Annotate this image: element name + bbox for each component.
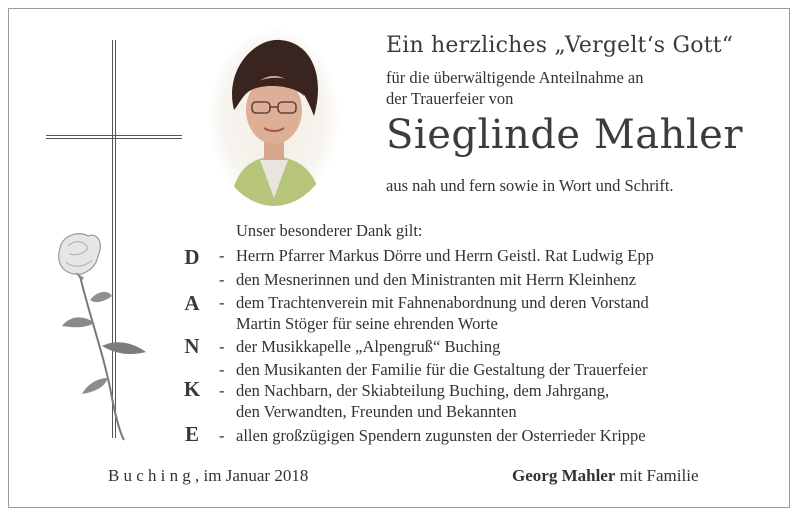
list-item-continuation: Martin Stöger für seine ehrenden Worte (236, 314, 498, 333)
danke-letter-n: N (184, 334, 200, 358)
thanks-title: Unser besonderer Dank gilt: (236, 221, 423, 240)
signer-suffix: mit Familie (615, 466, 699, 485)
danke-letter-d: D (184, 245, 200, 269)
list-item: den Nachbarn, der Skiabteilung Buching, dem Jahrgang, (236, 381, 610, 400)
list-item: allen großzügigen Spendern zugunsten der Osterrieder Krippe (236, 426, 646, 445)
portrait-figure (210, 30, 338, 206)
portrait-photo (210, 30, 338, 206)
danke-letter-e: E (184, 422, 199, 446)
footer-signature (512, 466, 699, 486)
cross-horizontal-beam (46, 135, 182, 139)
deceased-name: Sieglinde Mahler (386, 112, 743, 158)
heading-vergelts-gott: Ein herzliches „Vergelt‘s Gott“ (386, 33, 734, 58)
list-item-continuation: den Verwandten, Freunden und Bekannten (236, 402, 517, 421)
list-dash: - (219, 381, 225, 400)
list-dash: - (219, 426, 225, 445)
list-item: dem Trachtenverein mit Fahnenabordnung und deren Vorstand (236, 293, 649, 312)
danke-letter-a: A (184, 291, 200, 315)
signer-name: Georg Mahler (512, 466, 616, 485)
list-item: den Mesnerinnen und den Ministranten mit Herrn Kleinhenz (236, 270, 637, 289)
intro-line-1: für die überwältigende Anteilnahme an (386, 68, 644, 87)
list-dash: - (219, 360, 225, 379)
list-item: den Musikanten der Familie für die Gestaltung der Trauerfeier (236, 360, 648, 379)
list-dash: - (219, 293, 225, 312)
list-dash: - (219, 337, 225, 356)
danke-letter-k: K (183, 377, 201, 401)
footer-place-date (108, 466, 308, 486)
list-item: Herrn Pfarrer Markus Dörre und Herrn Geistl. Rat Ludwig Epp (236, 246, 654, 265)
footer-place: Buching (108, 466, 196, 485)
list-dash: - (219, 270, 225, 289)
footer-date: , im Januar 2018 (195, 466, 309, 485)
intro-line-2: der Trauerfeier von (386, 89, 514, 108)
list-item: der Musikkapelle „Alpengruß“ Buching (236, 337, 501, 356)
list-dash: - (219, 246, 225, 265)
rose-icon (50, 228, 160, 443)
subline: aus nah und fern sowie in Wort und Schrift. (386, 176, 674, 195)
